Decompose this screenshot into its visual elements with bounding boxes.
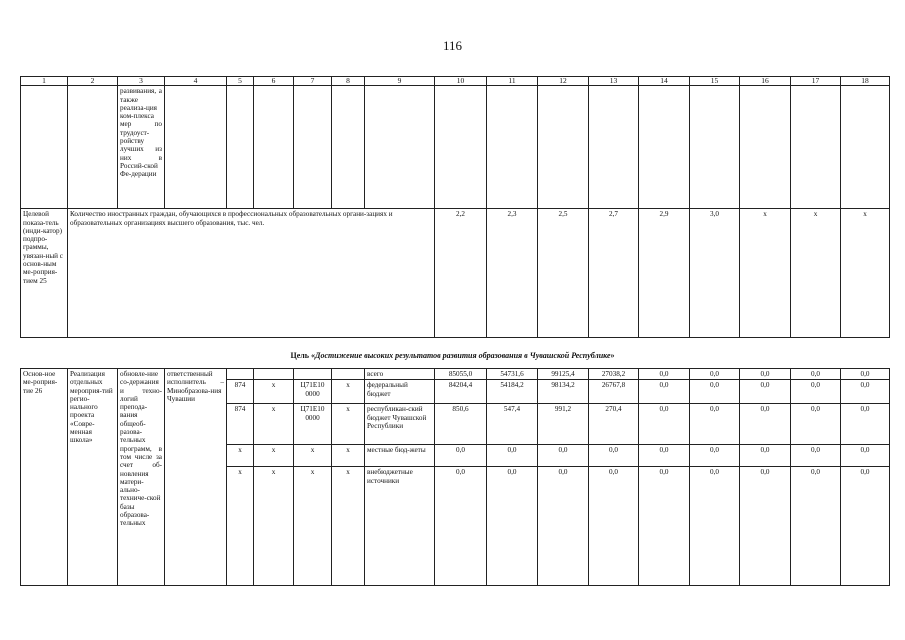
funding-source: местные бюд-жеты [365,445,435,467]
column-number-8: 8 [332,77,365,86]
funding-value: 0,0 [639,380,690,404]
budget-code-c5: 874 [227,380,254,404]
funding-value: 0,0 [690,380,740,404]
budget-code-c5: х [227,467,254,586]
indicator-value: x [740,209,791,338]
funding-value: 0,0 [589,445,639,467]
budget-code-c8: х [332,404,365,445]
budget-code-c6 [254,369,294,380]
funding-value: 0,0 [740,467,791,586]
budget-code-c7 [294,369,332,380]
budget-code-c6: х [254,404,294,445]
funding-value: 0,0 [791,380,841,404]
funding-value: 0,0 [639,467,690,586]
funding-value: 0,0 [791,445,841,467]
page-number: 116 [442,38,463,53]
indicator-row [21,209,890,338]
funding-value: 0,0 [435,445,487,467]
funding-source: федеральный бюджет [365,380,435,404]
indicator-value: 2,3 [487,209,538,338]
budget-code-c8: х [332,445,365,467]
event-result: обновле-ние со-держания и техно-логий препода-вания общеоб-разова-тельных программ, в том числе за счет об-новления матери-ально-техниче-ской базы образова-тельных [118,369,165,586]
column-number-3: 3 [118,77,165,86]
funding-value: 26767,8 [589,380,639,404]
goal-heading: Цель «Достижение высоких результатов развития образования в Чувашской Республике» [290,351,615,360]
indicator-value: x [841,209,890,338]
event-executor: ответственный исполнитель – Минобразова-ния Чувашии [165,369,227,586]
funding-value: 0,0 [791,369,841,380]
funding-value: 85055,0 [435,369,487,380]
event-name: Реализация отдельных мероприя-тий регио-нального проекта «Совре-менная школа» [68,369,118,586]
column-number-2: 2 [68,77,118,86]
column-number-15: 15 [690,77,740,86]
continuation-text: развивания, а также реализа-ция ком-плекса мер по трудоуст-ройству лучших из них в Россий-ской Фе-дерации [118,86,165,209]
funding-value: 27038,2 [589,369,639,380]
budget-code-c5 [227,369,254,380]
funding-value: 0,0 [690,369,740,380]
budget-code-c5: х [227,445,254,467]
column-number-11: 11 [487,77,538,86]
funding-value: 0,0 [791,467,841,586]
column-number-1: 1 [21,77,68,86]
indicator-value: 3,0 [690,209,740,338]
column-number-row [21,77,890,86]
funding-value: 0,0 [740,369,791,380]
indicator-value: 2,2 [435,209,487,338]
funding-source: республикан-ский бюджет Чувашской Республики [365,404,435,445]
budget-code-c6: х [254,467,294,586]
indicator-value: 2,5 [538,209,589,338]
funding-value: 0,0 [639,445,690,467]
funding-row [21,369,890,380]
column-number-5: 5 [227,77,254,86]
budget-code-c6: х [254,380,294,404]
indicator-description: Количество иностранных граждан, обучающихся в профессиональных образовательных органи-зациях и образовательных организациях высшего образования, тыс. чел. [68,209,435,338]
funding-value: 0,0 [435,467,487,586]
budget-code-c8: х [332,380,365,404]
funding-value: 0,0 [690,404,740,445]
budget-code-c7: х [294,445,332,467]
budget-code-c7: Ц71Е10 0000 [294,404,332,445]
budget-code-c5: 874 [227,404,254,445]
column-number-16: 16 [740,77,791,86]
funding-value: 547,4 [487,404,538,445]
budget-code-c6: х [254,445,294,467]
column-number-9: 9 [365,77,435,86]
funding-value: 0,0 [740,380,791,404]
event-code: Основ-ное ме-роприя-тие 26 [21,369,68,586]
funding-value: 0,0 [740,445,791,467]
funding-value: 0,0 [487,445,538,467]
funding-value: 0,0 [791,404,841,445]
funding-value: 0,0 [538,467,589,586]
funding-value: 0,0 [841,404,890,445]
funding-source: всего [365,369,435,380]
funding-value: 991,2 [538,404,589,445]
upper-table [20,76,890,338]
column-number-18: 18 [841,77,890,86]
funding-value: 0,0 [639,404,690,445]
funding-value: 84204,4 [435,380,487,404]
funding-value: 0,0 [740,404,791,445]
funding-value: 850,6 [435,404,487,445]
column-number-12: 12 [538,77,589,86]
indicator-value: 2,9 [639,209,690,338]
funding-value: 270,4 [589,404,639,445]
column-number-14: 14 [639,77,690,86]
funding-value: 0,0 [841,467,890,586]
column-number-17: 17 [791,77,841,86]
column-number-10: 10 [435,77,487,86]
funding-value: 0,0 [487,467,538,586]
funding-value: 0,0 [639,369,690,380]
budget-code-c8 [332,369,365,380]
funding-value: 99125,4 [538,369,589,380]
funding-value: 54184,2 [487,380,538,404]
column-number-13: 13 [589,77,639,86]
funding-value: 0,0 [589,467,639,586]
funding-value: 98134,2 [538,380,589,404]
budget-code-c8: х [332,467,365,586]
lower-table [20,368,890,586]
indicator-value: 2,7 [589,209,639,338]
funding-value: 0,0 [690,467,740,586]
continuation-row [21,86,890,209]
column-number-7: 7 [294,77,332,86]
column-number-4: 4 [165,77,227,86]
funding-value: 0,0 [841,445,890,467]
budget-code-c7: х [294,467,332,586]
budget-code-c7: Ц71Е10 0000 [294,380,332,404]
funding-source: внебюджетные источники [365,467,435,586]
funding-value: 0,0 [841,369,890,380]
funding-value: 0,0 [690,445,740,467]
funding-value: 0,0 [538,445,589,467]
funding-value: 54731,6 [487,369,538,380]
goal-text: Достижение высоких результатов развития образования в Чувашской Республике [314,351,611,360]
indicator-label: Целевой показа-тель (инди-катор) подпро-граммы, увязан-ный с основ-ным ме-роприя-тием 25 [21,209,68,338]
funding-value: 0,0 [841,380,890,404]
indicator-value: x [791,209,841,338]
column-number-6: 6 [254,77,294,86]
